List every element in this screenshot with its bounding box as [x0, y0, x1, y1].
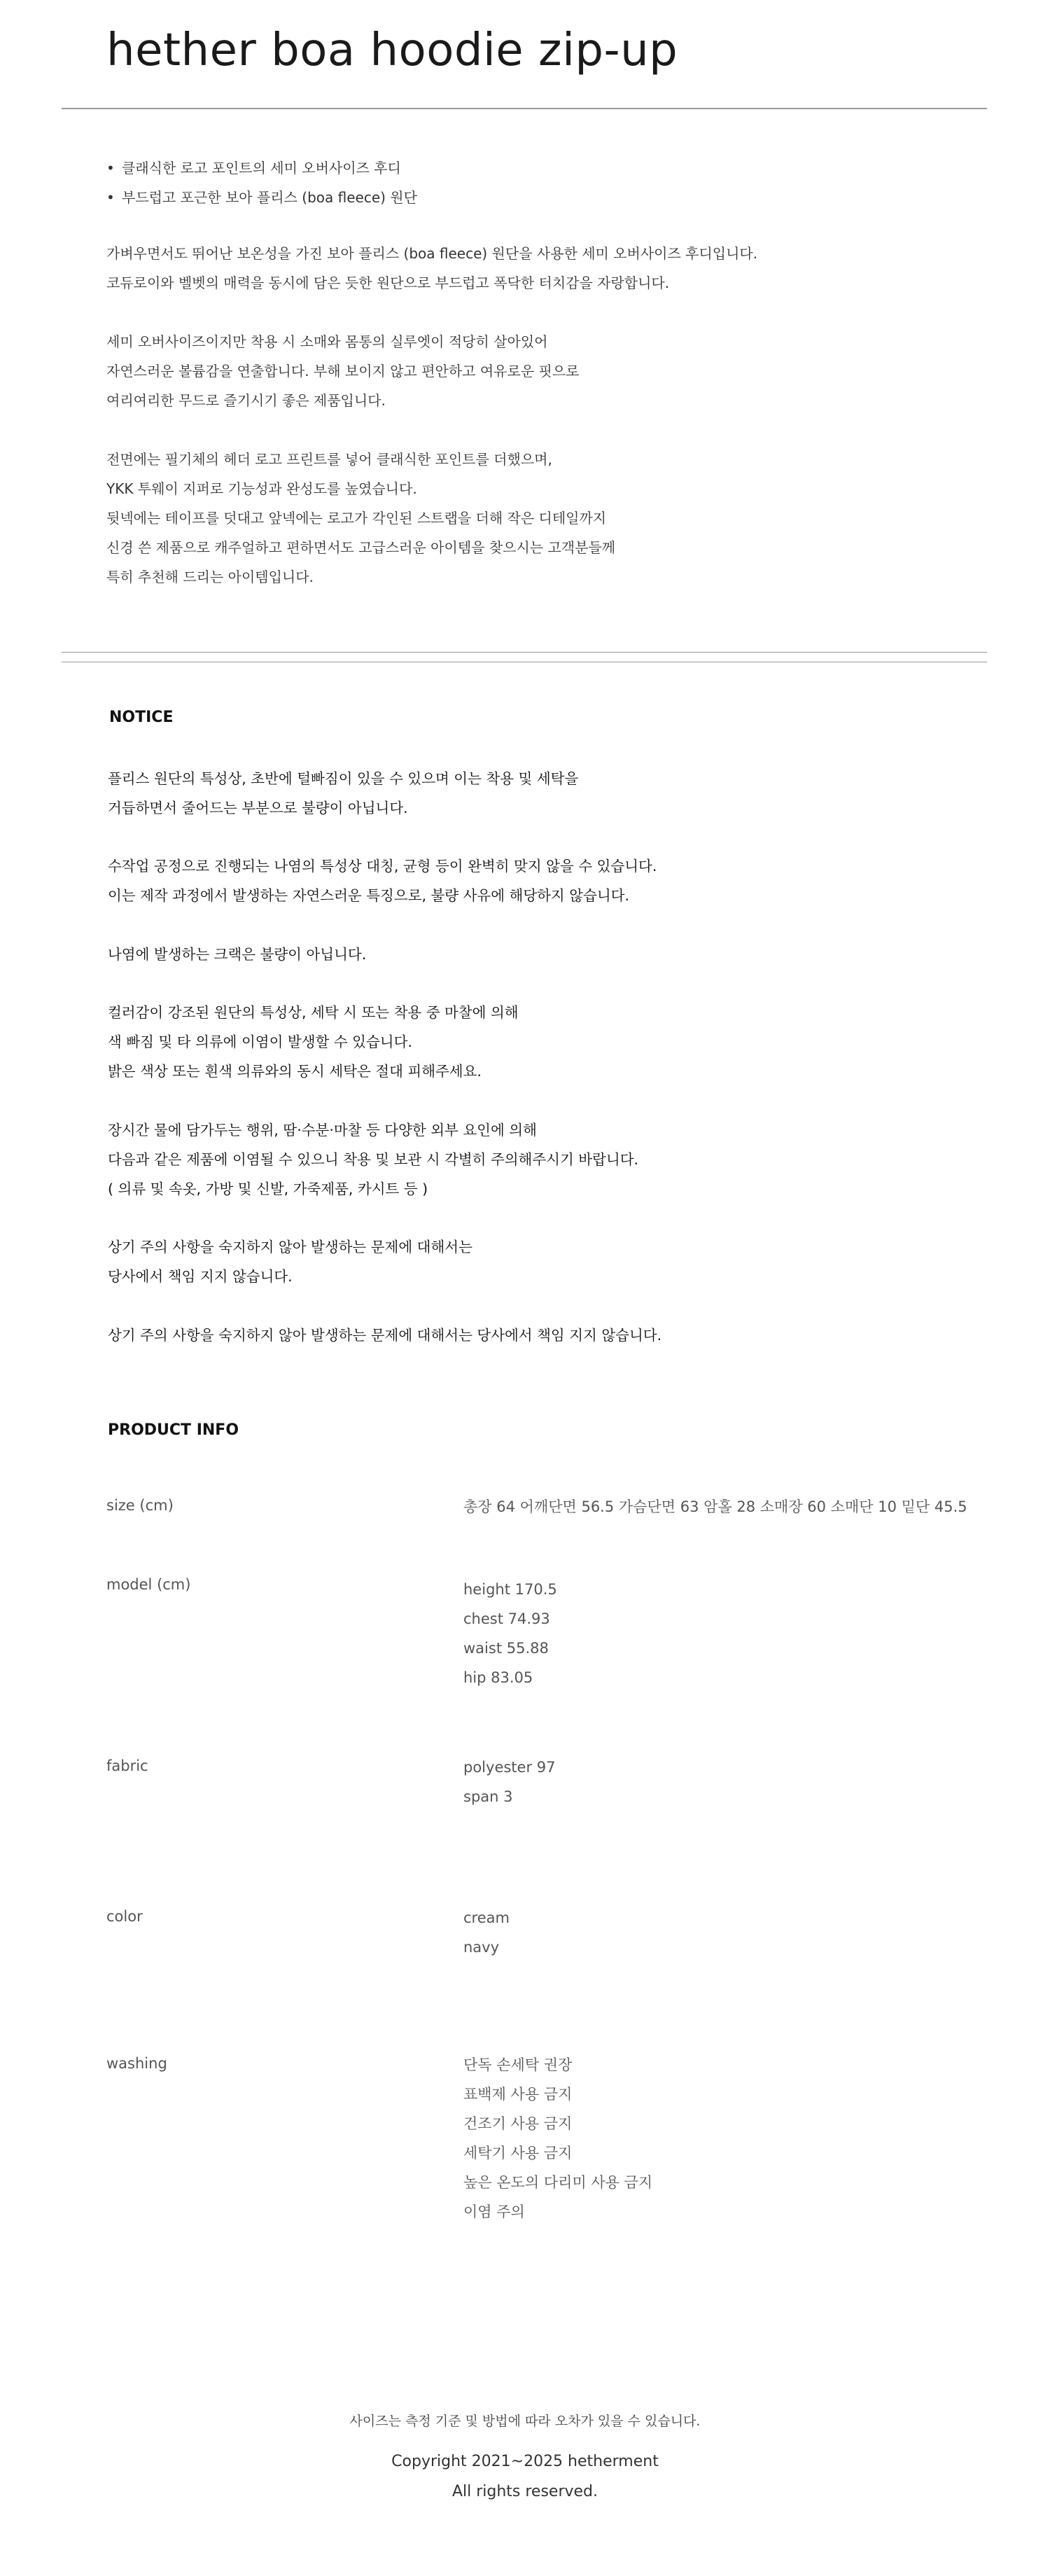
notice-block: [108, 1232, 472, 1291]
description-line: 자연스러운 볼륨감을 연출합니다. 부해 보이지 않고 편안하고 여유로운 핏으로: [106, 363, 580, 380]
description-paragraph: [106, 239, 757, 298]
info-label-washing: washing: [106, 2055, 167, 2072]
rights-text: All rights reserved.: [451, 2483, 598, 2500]
notice-line: 상기 주의 사항을 숙지하지 않아 발생하는 문제에 대해서는 당사에서 책임 지지 않습니다.: [108, 1327, 662, 1344]
notice-block: [108, 1115, 638, 1204]
info-value-line: navy: [463, 1939, 500, 1956]
notice-line: 장시간 물에 담가두는 행위, 땀·수분·마찰 등 다양한 외부 요인에 의해: [108, 1122, 537, 1139]
notice-heading: NOTICE: [109, 709, 174, 726]
description-line: YKK 투웨이 지퍼로 기능성과 완성도를 높였습니다.: [106, 480, 417, 497]
info-value-line: waist 55.88: [463, 1640, 549, 1657]
product-title: hether boa hoodie zip-up: [106, 25, 678, 76]
feature-bullet-list: [106, 153, 417, 212]
info-value-line: polyester 97: [463, 1759, 556, 1776]
notice-block: [108, 940, 366, 969]
description-line: 신경 쓴 제품으로 캐주얼하고 편하면서도 고급스러운 아이템을 찾으시는 고객분들께: [106, 539, 616, 556]
title-divider: [62, 108, 987, 109]
feature-bullet: • 클래식한 로고 포인트의 세미 오버사이즈 후디: [106, 153, 417, 183]
notice-block: [108, 851, 657, 910]
size-disclaimer: 사이즈는 측정 기준 및 방법에 따라 오차가 있을 수 있습니다.: [349, 2414, 701, 2429]
info-value-line: 단독 손세탁 권장: [463, 2056, 573, 2073]
notice-line: ( 의류 및 속옷, 가방 및 신발, 가죽제품, 카시트 등 ): [108, 1181, 428, 1197]
info-value-line: 높은 온도의 다리미 사용 금지: [463, 2174, 653, 2191]
info-label-color: color: [106, 1908, 143, 1925]
description-line: 전면에는 필기체의 헤더 로고 프린트를 넣어 클래식한 포인트를 더했으며,: [106, 451, 552, 468]
description-line: 특히 추천해 드리는 아이템입니다.: [106, 569, 314, 585]
info-label-size: size (cm): [106, 1497, 174, 1514]
info-value-line: 세탁기 사용 금지: [463, 2145, 573, 2161]
info-value-color: [463, 1903, 510, 1962]
description-line: 가벼우면서도 뛰어난 보온성을 가진 보아 플리스 (boa fleece) 원단을 사용한 세미 오버사이즈 후디입니다.: [106, 245, 758, 262]
notice-block: [108, 998, 519, 1086]
feature-bullet: • 부드럽고 포근한 보아 플리스 (boa fleece) 원단: [106, 183, 417, 212]
product-info-heading: PRODUCT INFO: [108, 1421, 239, 1439]
notice-line: 당사에서 책임 지지 않습니다.: [108, 1268, 293, 1285]
info-value-line: chest 74.93: [463, 1610, 550, 1627]
notice-block: [108, 764, 578, 823]
notice-line: 밝은 색상 또는 흰색 의류와의 동시 세탁은 절대 피해주세요.: [108, 1063, 482, 1080]
notice-line: 플리스 원단의 특성상, 초반에 털빠짐이 있을 수 있으며 이는 착용 및 세탁을: [108, 770, 579, 787]
info-value-model: [463, 1575, 557, 1692]
notice-line: 색 빠짐 및 타 의류에 이염이 발생할 수 있습니다.: [108, 1033, 412, 1050]
copyright-text: Copyright 2021~2025 hetherment: [391, 2453, 659, 2470]
notice-line: 컬러감이 강조된 원단의 특성상, 세탁 시 또는 착용 중 마찰에 의해: [108, 1004, 519, 1021]
info-value-line: 표백제 사용 금지: [463, 2086, 573, 2103]
info-value-line: span 3: [463, 1788, 513, 1805]
info-value-line: hip 83.05: [463, 1669, 533, 1686]
info-value-line: cream: [463, 1909, 510, 1926]
notice-line: 거듭하면서 줄어드는 부분으로 불량이 아닙니다.: [108, 800, 408, 816]
notice-line: 나염에 발생하는 크랙은 불량이 아닙니다.: [108, 946, 367, 963]
notice-block: [108, 1321, 662, 1350]
description-line: 세미 오버사이즈이지만 착용 시 소매와 몸통의 실루엣이 적당히 살아있어: [106, 333, 548, 350]
description-line: 코듀로이와 벨벳의 매력을 동시에 담은 듯한 원단으로 부드럽고 폭닥한 터치감을 자랑합니다.: [106, 274, 670, 291]
info-value-line: 총장 64 어깨단면 56.5 가슴단면 63 암홀 28 소매장 60 소매단 10 밑단 45.5: [463, 1498, 967, 1515]
notice-line: 다음과 같은 제품에 이염될 수 있으니 착용 및 보관 시 각별히 주의해주시기 바랍니다.: [108, 1151, 639, 1168]
description-line: 여리여리한 무드로 즐기시기 좋은 제품입니다.: [106, 392, 386, 409]
notice-line: 수작업 공정으로 진행되는 나염의 특성상 대칭, 균형 등이 완벽히 맞지 않을 수 있습니다.: [108, 858, 657, 875]
info-label-fabric: fabric: [106, 1757, 148, 1774]
info-value-washing: [463, 2050, 652, 2227]
info-value-line: 이염 주의: [463, 2203, 525, 2220]
description-paragraph: [106, 445, 615, 592]
info-value-line: 건조기 사용 금지: [463, 2115, 573, 2132]
description-paragraph: [106, 327, 579, 415]
notice-line: 상기 주의 사항을 숙지하지 않아 발생하는 문제에 대해서는: [108, 1239, 472, 1255]
section-divider-top: [62, 652, 987, 653]
info-value-size: [463, 1492, 967, 1522]
info-value-fabric: [463, 1753, 556, 1811]
info-label-model: model (cm): [106, 1576, 191, 1593]
description-line: 뒷넥에는 테이프를 덧대고 앞넥에는 로고가 각인된 스트랩을 더해 작은 디테일까지: [106, 510, 607, 527]
notice-line: 이는 제작 과정에서 발생하는 자연스러운 특징으로, 불량 사유에 해당하지 않습니다.: [108, 887, 629, 904]
info-value-line: height 170.5: [463, 1581, 557, 1598]
